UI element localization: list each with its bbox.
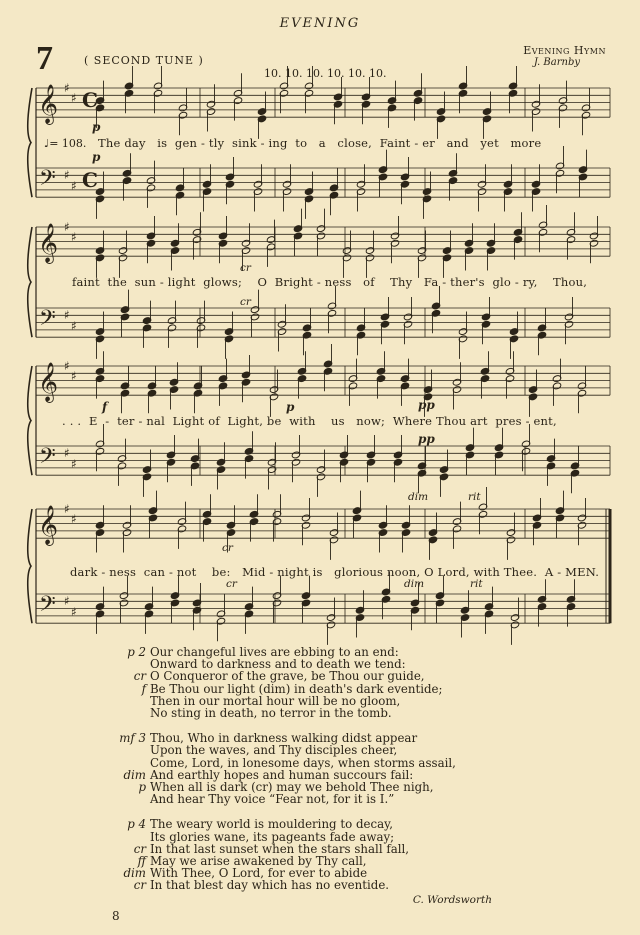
sharp-icon: ♯ [71,319,77,333]
second-tune-label: ( SECOND TUNE ) [84,54,204,67]
metronome-mark [44,137,86,150]
brace-icon [28,366,32,475]
dynamic-mark: pp [418,432,435,446]
treble-clef-icon: 𝄞 [38,223,59,263]
verse-line: dim With Thee, O Lord, for ever to abide [123,866,368,881]
verse-line: Upon the waves, and Thy disciples cheer, [150,743,398,758]
stanza-2 [127,645,456,721]
dynamic-mark: p [286,400,295,414]
dynamic-mark: rit [470,578,483,590]
sharp-icon: ♯ [71,605,77,619]
dynamic-mark: dim [404,578,425,590]
metronome-value: = 108. [49,137,87,150]
dynamic-mark: cr [222,542,233,554]
meter-label: 10. 10. 10. 10. 10. 10. [264,67,387,80]
composer: J. Barnby [533,57,580,68]
verse-line: Its glories wane, its pageants fade away; [150,829,395,844]
sharp-icon: ♯ [71,369,77,383]
verses [119,645,456,905]
sharp-icon: ♯ [64,81,70,95]
bass-clef-icon: 𝄢 [39,306,56,336]
verse-line: cr In that last sunset when the stars shall fall, [133,841,410,856]
stanza-3 [119,731,456,807]
bass-clef-icon: 𝄢 [39,592,56,622]
tune-name: Evening Hymn [523,44,606,57]
verse-line: p 2 Our changeful lives are ebbing to an end: [127,645,399,659]
dynamic-mark: p [92,120,101,134]
verse-line: f Be Thou our light (dim) in death's dark eventide; [141,681,443,696]
sharp-icon: ♯ [71,230,77,244]
verse-line: Onward to darkness and to death we tend: [150,657,406,672]
sharp-icon: ♯ [64,220,70,234]
author-attribution: C. Wordsworth [412,894,492,906]
dynamic-mark: pp [418,398,435,412]
verse-line: dim And earthly hopes and human succours fail: [123,767,414,782]
lyric-line-4: dark - ness can - not be: Mid - night is glorious noon, O Lord, with Thee. A - MEN. [70,565,600,579]
verse-line: Come, Lord, in lonesome days, when storms assail, [150,755,456,770]
common-time-icon: C [82,168,98,192]
verse-line: mf 3 Thou, Who in darkness walking didst appear [119,731,418,746]
quarter-note-icon: ♩ [44,137,50,150]
dynamic-mark: rit [468,491,481,503]
dynamic-mark: p [92,150,101,164]
sharp-icon: ♯ [64,359,70,373]
verse-line: p When all is dark (cr) may we behold Thee nigh, [138,780,434,795]
treble-clef-icon: 𝄞 [38,362,59,402]
sharp-icon: ♯ [71,91,77,105]
verse-line: p 4 The weary world is mouldering to decay, [127,817,393,832]
dynamic-mark: cr [240,296,251,308]
sharp-icon: ♯ [71,512,77,526]
sharp-icon: ♯ [64,446,70,460]
dynamic-mark: dim [408,491,429,503]
verse-line: Then in our mortal hour will be no gloom, [150,693,401,708]
dynamic-mark: f [102,400,108,414]
brace-icon [28,509,32,623]
common-time-icon: C [82,88,98,112]
verse-line: cr In that blest day which has no eventide. [133,878,390,893]
dynamic-mark: cr [240,262,251,274]
bass-clef-icon: 𝄢 [39,444,56,474]
sharp-icon: ♯ [64,168,70,182]
sharp-icon: ♯ [71,457,77,471]
stanza-4 [123,817,456,893]
page-title: EVENING [279,16,361,31]
hymn-number: 7 [36,40,53,77]
brace-icon [28,88,32,197]
treble-clef-icon: 𝄞 [38,505,59,545]
verse-line: cr O Conqueror of the grave, be Thou our guide, [133,669,425,684]
lyric-line-1: The day is gen - tly sink - ing to a close, Faint - er and yet more [98,136,542,150]
dynamic-mark: cr [226,578,237,590]
lyric-line-3: . . . E - ter - nal Light of Light, be with us now; Where Thou art pres - ent, [62,414,557,428]
bass-clef-icon: 𝄢 [39,166,56,196]
sharp-icon: ♯ [64,502,70,516]
sharp-icon: ♯ [71,179,77,193]
page-number: 8 [112,909,120,923]
sharp-icon: ♯ [64,308,70,322]
brace-icon [28,227,32,337]
verse-line: ff May we arise awakened by Thy call, [137,854,367,869]
sharp-icon: ♯ [64,594,70,608]
verse-line: No sting in death, no terror in the tomb. [150,706,392,721]
verse-line: And hear Thy voice “Fear not, for it is I.” [150,792,395,807]
lyric-line-2: faint the sun - light glows; O Bright - ness of Thy Fa - ther's glo - ry, Thou, [72,275,588,289]
treble-clef-icon: 𝄞 [38,84,59,124]
